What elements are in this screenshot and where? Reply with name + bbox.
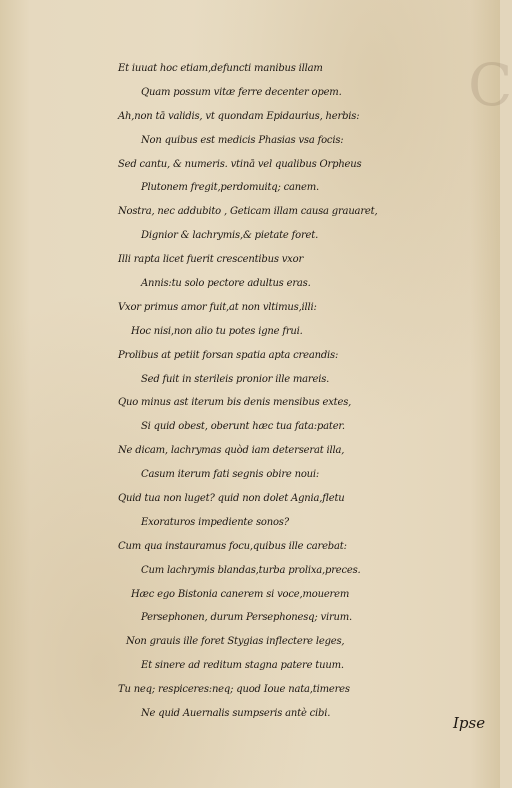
- verse-line: Cum qua instauramus focu,quibus ille carebat:: [118, 540, 347, 552]
- show-through-mark: C: [468, 51, 512, 119]
- verse-line: Non quibus est medicis Phasias vsa focis:: [141, 134, 344, 146]
- verse-line: Et sinere ad reditum stagna patere tuum.: [141, 660, 344, 672]
- verse-line: Si quid obest, oberunt hæc tua fata:pater.: [141, 421, 345, 433]
- verse-line: Sed fuit in sterileis pronior ille mareis.: [141, 373, 330, 385]
- verse-line: Ne quid Auernalis sumpseris antè cibi.: [141, 708, 331, 720]
- verse-line: Plutonem fregit,perdomuitq; canem.: [141, 182, 320, 194]
- verse-line: Casum iterum fati segnis obire noui:: [141, 469, 320, 481]
- verse-line: Et iuuat hoc etiam,defuncti manibus illam: [118, 63, 323, 74]
- verse-line: Illi rapta licet fuerit crescentibus vxor: [118, 254, 304, 266]
- verse-line: Prolibus at petiit forsan spatia apta creandis:: [118, 349, 339, 361]
- verse-line: Persephonen, durum Persephonesq; virum.: [141, 612, 353, 624]
- catchword: Ipse: [453, 714, 486, 732]
- verse-line: Tu neq; respiceres:neq; quod Ioue nata,timeres: [118, 684, 350, 696]
- verse-line: Quid tua non luget? quid non dolet Agnia,fletu: [118, 493, 345, 505]
- verse-line: Ah,non tā validis, vt quondam Epidaurius, herbis:: [118, 110, 360, 122]
- verse-line: Nostra, nec addubito , Geticam illam causa grauaret,: [118, 206, 378, 218]
- verse-line: Cum lachrymis blandas,turba prolixa,preces.: [141, 564, 361, 576]
- verse-line: Hæc ego Bistonia canerem si voce,mouerem: [131, 588, 350, 600]
- verse-line: Vxor primus amor fuit,at non vltimus,illi:: [118, 301, 317, 313]
- verse-line: Exoraturos impediente sonos?: [141, 516, 289, 528]
- verse-line: Ne dicam, lachrymas quòd iam deterserat illa,: [118, 445, 345, 457]
- verse-line: Quam possum vitæ ferre decenter opem.: [141, 86, 342, 98]
- verse-line: Dignior & lachrymis,& pietate foret.: [141, 230, 319, 242]
- verse-line: Quo minus ast iterum bis denis mensibus extes,: [118, 397, 352, 409]
- verse-line: Hoc nisi,non alio tu potes igne frui.: [131, 325, 303, 337]
- verse-block: [0, 57, 500, 726]
- verse-line: Sed cantu, & numeris. vtinā vel qualibus Orpheus: [118, 158, 362, 170]
- verse-line: Annis:tu solo pectore adultus eras.: [141, 278, 311, 290]
- verse-line: Non grauis ille foret Stygias inflectere leges,: [126, 636, 345, 648]
